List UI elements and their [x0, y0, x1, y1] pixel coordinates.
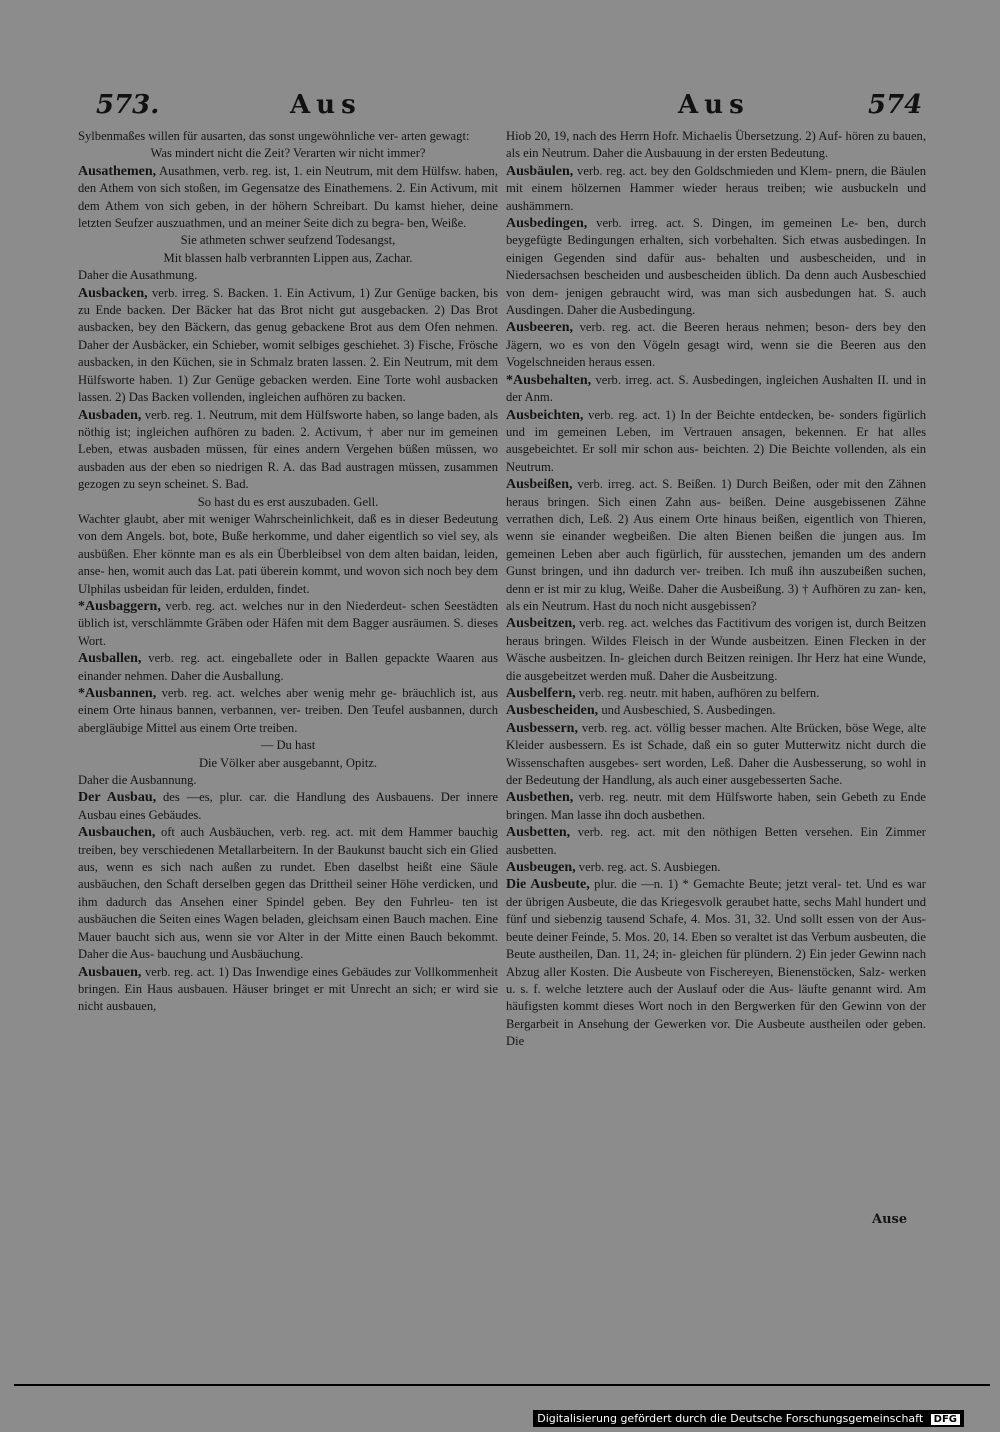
dictionary-entry — [78, 163, 498, 233]
entry-headword: Ausbessern, — [506, 720, 578, 736]
entry-text: plur. die —n. 1) * Gemachte Beute; jetzt veral- tet. Und es war der übrigen Ausbeute, die das Kriegesvolk geraubet hatte, sechs Mahl hundert und fünf und siebenzig tausend Schafe, 4. Mos. 31, 32. Und sollt essen von der Aus- beute deiner Feinde, 5. Mos. 20, 14. Eben so veraltet ist das Verbum ausbeuten, die Beute austheilen, Dan. 11, 24; in- gleichen für plündern. 2) Ein jeder Gewinn nach Abzug aller Kosten. Die Ausbeute von Fischereyen, Bienenstöcken, Salz- werken u. s. f. welche letztere auch der Auslauf oder die Aus- läufte genannt wird. Am häufigsten kommt dieses Wort noch in den Bergwerken für den Gewinn von der Bergarbeit in Ansehung der Gewerken vor. Die Ausbeute austheilen oder geben. Die — [506, 877, 926, 1049]
quotation-line: Was mindert nicht die Zeit? Verarten wir nicht immer? — [150, 146, 426, 161]
right-page-number: 574 — [868, 90, 923, 120]
bottom-rule — [14, 1384, 990, 1386]
right-running-head: Aus — [678, 90, 750, 120]
left-running-head: Aus — [290, 90, 362, 120]
entry-headword: Ausbethen, — [506, 790, 574, 806]
dictionary-entry — [506, 319, 926, 371]
dictionary-entry — [506, 615, 926, 685]
left-column — [78, 128, 498, 1016]
entry-text: verb. reg. act. eingeballete oder in Ballen gepackte Waaren aus einander nehmen. Daher die Ausballung. — [78, 651, 498, 683]
entry-headword: Ausbelfern, — [506, 686, 576, 701]
dictionary-entry — [506, 163, 926, 215]
entry-text: oft auch Ausbäuchen, verb. reg. act. mit dem Hammer bauchig treiben, bey verschiedenen Metallarbeitern. In der Baukunst baucht sich ein Glied aus, wenn es sich nach außen zu rundet. Eben daselbst heißt eine Säule ausbäuchen, den Schaft derselben gegen das Drittheil seiner Höhe verdicken, und ihm dadurch das Ansehen einer Spindel geben. Bey den Fuhrleu- ten ist ausbäuchen die Seiten eines Wagen beladen, gleichsam einen Bauch machen. Eine Mauer baucht sich aus, wenn sie vor Alter in der Mitte einen Bauch bekommt. Daher die Aus- bauchung und Ausbäuchung. — [78, 825, 498, 962]
continued-text: Daher die Ausbannung. — [78, 773, 197, 788]
dictionary-entry — [78, 789, 498, 824]
quotation-line: Sie athmeten schwer seufzend Todesangst, — [180, 233, 396, 248]
entry-headword: Ausbedingen, — [506, 216, 588, 232]
entry-headword: Ausbaden, — [78, 407, 142, 423]
entry-text: verb. reg. act. völlig besser machen. Alte Brücken, böse Wege, alte Kleider ausbessern. Es ist Schade, daß ein so guter Mutterwitz nicht durch die Wissenschaften ausgebes- sert worden, Leß. Daher die Ausbesserung, so wohl in der Bedeutung der Handlung, als auch einer ausgebesserten Sache. — [506, 720, 926, 788]
entry-headword: Ausbeeren, — [506, 320, 574, 336]
entry-headword: *Ausbaggern, — [78, 598, 161, 614]
continued-text: Wachter glaubt, aber mit weniger Wahrscheinlichkeit, daß es in dieser Bedeutung von dem Angels. bot, bote, Buße herkomme, und daher eigentlich so viel sey, als ausbüßen. Eher könnte man es als ein Überbleibsel von dem alten baidan, leiden, anse- hen, womit auch das Lat. pati überein kommt, und wovon sich noch bey dem Ulphilas usbeidan für leiden, erdulden, findet. — [78, 511, 498, 596]
entry-headword: Der Ausbau, — [78, 790, 157, 806]
dictionary-entry — [78, 650, 498, 685]
entry-text: verb. irreg. act. S. Beißen. 1) Durch Beißen, oder mit den Zähnen heraus bringen. Sich einen Zahn aus- beißen. Deine ausgebissenen Zähne verrathen dich, Leß. 2) Aus einem Orte hinaus beißen, eigentlich von Thieren, wenn sie einander wegbeißen. Die alten Bienen beißen die jungen aus. Im gemeinen Leben aber auch figürlich, für ausstechen, jemanden um des andern Gunst bringen, und ihn dadurch ver- treiben. Ich muß ihn auszubeißen suchen, denn er ist mir zu klug, Weiße. Daher die Ausbeißung. 3) † Aufhören zu zan- ken, als ein Neutrum. Hast du noch nicht ausgebissen? — [506, 477, 926, 613]
quotation-line: — Du hast — [260, 738, 316, 753]
dictionary-entry — [78, 407, 498, 494]
dictionary-entry — [506, 859, 926, 876]
dictionary-entry — [506, 407, 926, 477]
entry-headword: Ausbauchen, — [78, 825, 156, 841]
entry-text: und Ausbeschied, S. Ausbedingen. — [601, 703, 776, 718]
entry-text: verb. irreg. S. Backen. 1. Ein Activum, 1) Zur Genüge backen, bis zu Ende backen. Der Bäcker hat das Brot nicht gut ausgebacken. 2) Das Brot ausbacken, bey den Bäckern, das genug gebackene Brot aus dem Ofen nehmen. Daher der Ausbäcker, ein Schieber, womit selbiges geschiehet. 3) Fische, Frösche ausbacken, in den Küchen, sie in Schmalz braten lassen. 2. Ein Neutrum, mit dem Hülfsworte haben. 1) Zur Genüge gebacken werden. Eine Torte wohl ausbacken lassen. 2) Das Backen vollenden, ingleichen aufhören zu backen. — [78, 285, 498, 405]
dictionary-entry — [506, 789, 926, 824]
entry-text: verb. reg. neutr. mit haben, aufhören zu belfern. — [578, 686, 820, 700]
entry-text: verb. reg. act. welches das Factitivum des vorigen ist, durch Beitzen heraus bringen. Wildes Fleisch in der Wunde ausbeitzen. Einen Flecken in der Wäsche ausbeitzen. In- gleichen durch Beitzen reinigen. Ihr Herz hat eine Wunde, die ausgebeitzet werden muß. Daher die Ausbeitzung. — [506, 616, 926, 683]
dictionary-entry — [506, 876, 926, 1050]
entry-headword: Ausbeichten, — [506, 407, 584, 423]
entry-text: verb. reg. 1. Neutrum, mit dem Hülfsworte haben, so lange baden, als nöthig ist; ingleichen aufhören zu baden. 2. Activum, † aber nur im gemeinen Leben, etwas ausbaden müssen, für eines andern Vergehen büßen müssen, wo ausbaden aus der eben so niedrigen R. A. das Bad austragen müssen, zusammen gezogen zu seyn scheinet. S. Bad. — [78, 407, 498, 492]
entry-text: verb. irreg. act. S. Dingen, im gemeinen Le- ben, durch beygefügte Bedingungen erhalten, sich vorbehalten. Sich etwas ausbedingen. In einigen Gegenden sind dafür aus- behalten und ausbescheiden, und in Niedersachsen bescheiden und ausbescheiden üblich. Da denn auch Ausbeschied von dem- jenigen gebraucht wird, was man sich ausbedungen hat. S. auch Ausdingen. Daher die Ausbedingung. — [506, 216, 927, 318]
quotation-line: Die Völker aber ausgebannt, Opitz. — [198, 755, 378, 770]
entry-headword: Ausbescheiden, — [506, 703, 599, 719]
funding-footer — [533, 1410, 964, 1427]
dfg-logo: DFG — [931, 1414, 960, 1425]
entry-text: verb. reg. act. mit den nöthigen Betten versehen. Ein Zimmer ausbetten. — [506, 825, 926, 857]
footer-text: Digitalisierung gefördert durch die Deutsche Forschungsgemeinschaft — [537, 1412, 924, 1425]
dictionary-entry — [78, 598, 498, 650]
entry-text: verb. reg. act. welches aber wenig mehr ge- bräuchlich ist, aus einem Orte hinaus bannen, verbannen, ver- treiben. Den Teufel ausbannen, durch abergläubige Mittel aus einem Orte treiben. — [78, 686, 498, 735]
quotation-line: Mit blassen halb verbrannten Lippen aus, Zachar. — [163, 250, 413, 265]
dictionary-entry — [506, 215, 926, 319]
entry-text: verb. reg. act. 1) Das Inwendige eines Gebäudes zur Vollkommenheit bringen. Ein Haus ausbauen. Häuser bringet er mit Unrecht an sich; er wird sie nicht ausbauen, — [78, 964, 498, 1014]
dictionary-entry — [78, 824, 498, 963]
entry-text: verb. reg. act. bey den Goldschmieden und Klem- pnern, die Bäulen mit einem hölzernen Hammer wieder heraus treiben; wie ausbuckeln und aushämmern. — [506, 163, 927, 213]
entry-headword: Ausbacken, — [78, 285, 148, 301]
entry-text: Ausathmen, verb. reg. ist, 1. ein Neutrum, mit dem Hülfsw. haben, den Athem von sich stoßen, im Gegensatze des Einathemens. 2. Ein Activum, mit dem Athem von sich geben, in der höhern Schreibart. Du kamst hieher, deine letzten Seufzer auszuathmen, und an meiner Seite dich zu begra- ben, Weiße. — [78, 163, 498, 231]
dictionary-entry — [78, 964, 498, 1016]
entry-headword: Ausbeitzen, — [506, 616, 576, 632]
entry-text: verb. reg. act. 1) In der Beichte entdecken, be- sonders figürlich und im gemeinen Leben, im Vertrauen ansagen, bekennen. Er hat alles ausgebeichtet. Er soll mir schon aus- beichten. 2) Die Beichte vollenden, als ein Neutrum. — [506, 407, 926, 474]
left-page-number: 573. — [96, 90, 160, 120]
dictionary-entry — [506, 720, 926, 790]
continued-text: Sylbenmaßes willen für ausarten, das sonst ungewöhnliche ver- arten gewagt: — [78, 129, 470, 143]
entry-text: des —es, plur. car. die Handlung des Ausbauens. Der innere Ausbau eines Gebäudes. — [78, 790, 498, 822]
dictionary-entry — [506, 476, 926, 615]
dictionary-entry — [506, 702, 926, 719]
entry-headword: Ausathemen, — [78, 163, 157, 179]
entry-headword: Ausbeugen, — [506, 860, 576, 876]
entry-text: verb. reg. act. welches nur in den Niederdeut- schen Seestädten üblich ist, verschlämmte Gräben oder Häfen mit dem Bagger ausräumen. S. dieses Wort. — [78, 598, 498, 648]
catchword: Ause — [872, 1212, 908, 1227]
dictionary-entry — [78, 685, 498, 737]
entry-headword: Ausbauen, — [78, 964, 142, 980]
entry-headword: *Ausbannen, — [78, 686, 157, 701]
entry-headword: Die Ausbeute, — [506, 877, 590, 893]
entry-text: verb. reg. neutr. mit dem Hülfsworte haben, sein Gebeth zu Ende bringen. Man lasse ihn doch ausbethen. — [506, 790, 926, 822]
entry-headword: Ausbetten, — [506, 825, 571, 841]
dictionary-entry — [506, 685, 926, 702]
dictionary-entry — [506, 824, 926, 859]
dictionary-entry — [506, 372, 926, 407]
entry-text: verb. reg. act. S. Ausbiegen. — [578, 860, 721, 875]
entry-headword: Ausbäulen, — [506, 163, 574, 179]
continued-text: Hiob 20, 19, nach des Herrn Hofr. Michaelis Übersetzung. 2) Auf- hören zu bauen, als ein Neutrum. Daher die Ausbauung in der ersten Bedeutung. — [506, 129, 926, 161]
dictionary-entry — [78, 285, 498, 407]
entry-text: verb. reg. act. die Beeren heraus nehmen; beson- ders bey den Jägern, wo es von den Vögeln gesagt wird, wenn sie die Beeren aus den Vogelschneiden heraus essen. — [506, 320, 926, 370]
quotation-line: So hast du es erst auszubaden. Gell. — [197, 494, 379, 509]
entry-text: verb. irreg. act. S. Ausbedingen, ingleichen Aushalten II. und in der Anm. — [506, 372, 926, 405]
continued-text: Daher die Ausathmung. — [78, 268, 198, 283]
right-column — [506, 128, 926, 1051]
entry-headword: Ausbeißen, — [506, 477, 573, 493]
entry-headword: *Ausbehalten, — [506, 372, 592, 388]
entry-headword: Ausballen, — [78, 651, 142, 667]
